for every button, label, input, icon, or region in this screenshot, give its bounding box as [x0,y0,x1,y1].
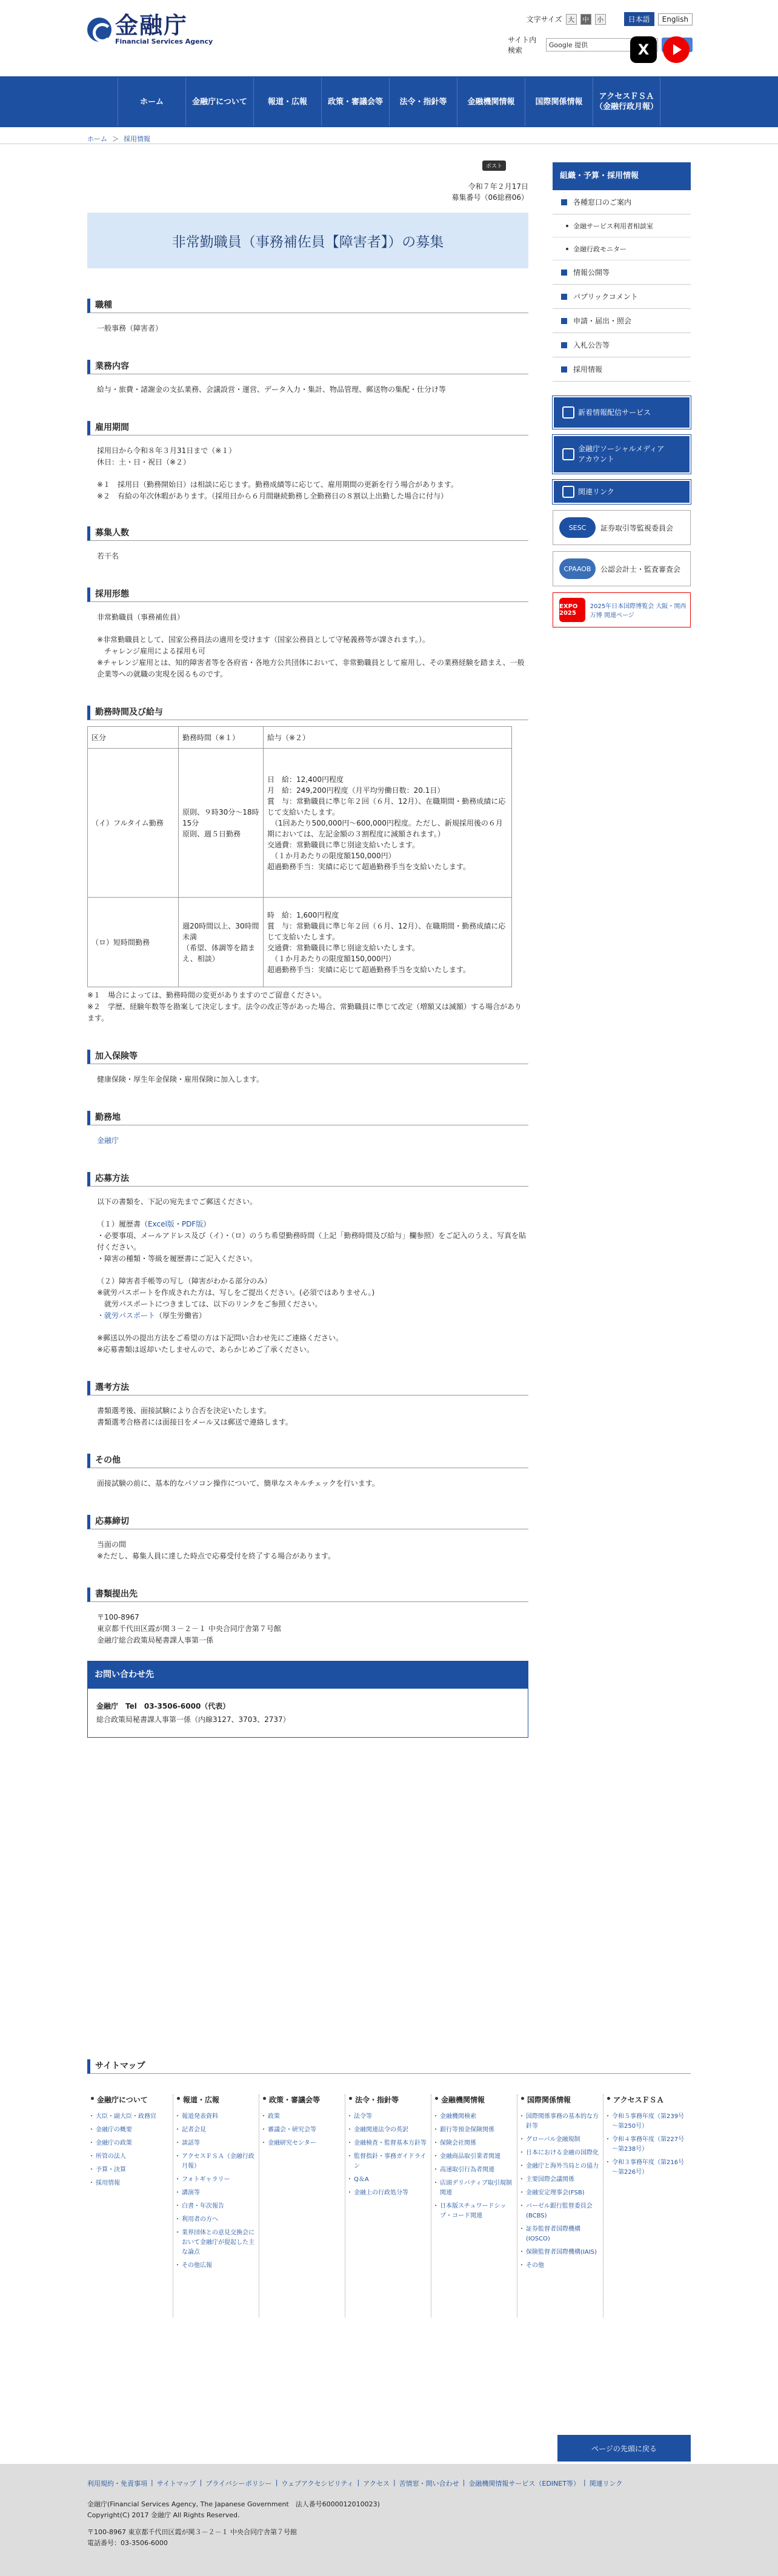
share-buttons [482,161,506,171]
section-hours [87,706,528,1024]
contact-heading: お問い合わせ先 [87,1661,528,1689]
pay-line: 賞 与：常勤職員に準じ年２回（６月、12月）、在職期間・勤務成績に応じて支給いたします。 [267,796,506,816]
global-nav [0,76,778,127]
section-insurance [87,1050,528,1085]
search-label: サイト内検索 [508,36,537,55]
section-heading: 加入保険等 [87,1050,528,1064]
footer-link[interactable]: 苦情窓・問い合わせ [399,2480,459,2488]
sidebar-item-contact[interactable]: 各種窓口のご案内 [553,190,691,214]
pay-cell [264,749,512,898]
section-form [87,588,528,680]
font-size-label: 文字サイズ [526,15,562,24]
sitemap-link[interactable]: ・ 令和３事務年度（第216号～第226号） [607,2158,686,2177]
footer-link[interactable]: 関連リンク [589,2480,623,2488]
section-apply: 応募方法 以下の書類を、下記の宛先までご郵送ください。 （１）履歴書（Excel版・PDF版） ・必要事項、メールアドレス及び（イ）・（ロ）のうち希望勤務時間（上記「勤務時間及び給与」欄参照）をご記入のうえ、写真を貼付ください。 ・障害の種類・等級を履歴書にご記入ください。 （２）障害者手帳等の写し（障害がわかる部分のみ） ※就労パスポートを作成された方は、写しをご提出ください。(必須ではありません。) 就労パスポートにつきましては、以下のリンクをご参照ください。 ・就労パスポート（厚生労働省） ※郵送以外の提出方法をご希望の方は下記問い合わせ先にご連絡ください。 ※応募書類は返却いたしませんので、あらかじめご了承ください。 [87,1172,528,1356]
sesc-logo: SESC [559,517,596,538]
apply-text: ・障害の種類・等級を履歴書にご記入ください。 [97,1254,258,1263]
hours-pay-table [87,726,512,987]
section-heading: 業務内容 [87,360,528,374]
sitemap-link[interactable]: ・ 保険会社関係 [435,2139,513,2148]
nav-access-fsa[interactable]: アクセスＦＳＡ （金融行政月報） [593,78,660,126]
period-note: ※１ 採用日（勤務開始日）は相談に応じます。勤務成績等に応じて、雇用期間の更新を行う場合があります。 [97,480,458,489]
sitemap-link[interactable]: ・ 令和４事務年度（第227号～第238号） [607,2135,686,2154]
main-content [87,161,528,1738]
deadline-text: 当面の間 [97,1540,127,1549]
footer-sep: | [583,2478,586,2486]
sidebar-sub-consult[interactable]: 金融サービス利用者相談室 [553,214,691,237]
apply-text: 就労パスポートにつきましては、以下のリンクをご参照ください。 [97,1300,322,1308]
sidebar-item-apply[interactable]: 申請・届出・照会 [553,309,691,333]
link-source: （厚生労働省） [155,1311,207,1320]
apply-note: ※応募書類は返却いたしませんので、あらかじめご了承ください。 [97,1345,314,1354]
section-heading: 応募方法 [87,1172,528,1187]
select-text: 書類選考後、面接試験により合否を決定いたします。 [97,1406,271,1415]
footer-link[interactable]: プライバシーポリシー [205,2480,272,2488]
sitemap-link[interactable]: ・ 店頭デリバティブ取引規制関連 [435,2179,513,2198]
pay-line: 超過勤務手当：実績に応じて超過勤務手当を支給いたします。 [267,965,471,974]
sitemap-link[interactable]: ・ 国際関係事務の基本的な方針等 [521,2112,599,2131]
sitemap-link[interactable]: ・ 日本版スチュワードシップ・コード関連 [435,2202,513,2221]
section-period [87,421,528,502]
breadcrumb-home[interactable]: ホーム [87,135,107,143]
table-cell: （ロ）短時間勤務 [88,898,179,987]
sitemap-link[interactable]: ・ 記者会見 [177,2125,255,2135]
section-heading: 選考方法 [87,1381,528,1396]
font-small-button[interactable]: 小 [595,14,606,25]
site-footer [0,2464,778,2576]
pay-line: 時 給：1,600円程度 [267,910,339,919]
sitemap-link[interactable]: ・ 金融上の行政処分等 [349,2188,427,2198]
place-link[interactable]: 金融庁 [97,1136,119,1145]
search-placeholder: Google 提供 [548,41,588,49]
sitemap-link[interactable]: ・ 所管の法人 [91,2152,169,2162]
pay-line: （1回あたり500,000円～600,000円程度。ただし、新規採用後の６月期においては、左記金額の３割程度に減額されます。） [267,818,503,838]
table-row [88,898,512,987]
lang-ja-button[interactable]: 日本語 [624,12,654,26]
footer-agency: 金融庁(Financial Services Agency, The Japanese Government 法人番号6000012010023) [87,2500,380,2508]
related-links-button[interactable]: 関連リンク [553,480,691,504]
sitemap-link[interactable]: ・ 証券監督者国際機構(IOSCO) [521,2225,599,2244]
footer-copyright: Copyright(C) 2017 金融庁 All Rights Reserved. [87,2511,240,2519]
sitemap-column [87,2094,173,2317]
table-row [88,749,512,898]
expo-logo: EXPO 2025 [559,598,585,622]
fsa-logo[interactable] [87,13,213,45]
pay-line: 月 給：249,200円程度（月平均労働日数：20.1日） [267,786,445,795]
logo-title: 金融庁 [115,12,188,39]
apply-item-close: ） [203,1220,211,1228]
banner-label: 証券取引等監視委員会 [600,523,674,532]
sitemap-link[interactable]: ・ 談話等 [177,2139,255,2148]
x-post-button[interactable]: ポスト [482,161,506,171]
sitemap-link[interactable]: ・ 日本における金融の国際化 [521,2148,599,2158]
footer-sep: | [275,2478,278,2486]
section-heading: 雇用期間 [87,421,528,435]
nav-institutions[interactable]: 金融機関情報 [457,78,525,126]
section-heading: 募集人数 [87,526,528,541]
sitemap-link[interactable]: ・ 金融関連法令の英訳 [349,2125,427,2135]
form-note: ※非常勤職員として、国家公務員法の適用を受けます（国家公務員として守秘義務等が課されます。）。 [97,635,430,644]
sitemap-link[interactable]: ・ 金融研究センター [263,2139,341,2148]
sidebar-item-bid[interactable]: 入札公告等 [553,333,691,357]
section-work [87,360,528,396]
breadcrumb-current[interactable]: 採用情報 [124,135,150,143]
page-title: 非常勤職員（事務補佐員【障害者】）の募集 [87,213,528,268]
sitemap-column [431,2094,517,2317]
table-header: 区分 [88,727,179,749]
sitemap-link[interactable]: ・ 白書・年次報告 [177,2202,255,2211]
table-cell: 週20時間以上、30時間未満 （希望、体調等を踏まえ、相談） [179,898,264,987]
banner-label: 公認会計士・監査審査会 [600,565,681,574]
section-heading: 勤務地 [87,1111,528,1125]
postal-code: 〒100-8967 [97,1613,139,1621]
sitemap-link[interactable]: ・ グローバル金融規制 [521,2135,599,2145]
sitemap-link[interactable]: ・ 審議会・研究会等 [263,2125,341,2135]
apply-note: ※郵送以外の提出方法をご希望の方は下記問い合わせ先にご連絡ください。 [97,1334,344,1342]
pay-line: 賞 与：常勤職員に準じ年２回（６月、12月）、在職期間・勤務成績に応じて支給いたします。 [267,921,506,941]
pay-line: （１か月あたりの限度額150,000円） [267,851,396,860]
sitemap-link[interactable]: ・ 利用者の方へ [177,2215,255,2225]
sitemap-link[interactable]: ・ フォトギャラリー [177,2175,255,2185]
sitemap-link[interactable]: ・ 講演等 [177,2188,255,2198]
section-text: 一般事務（障害者） [97,324,163,333]
section-heading: 応募締切 [87,1515,528,1529]
footer-link[interactable]: 金融機関情報サービス（EDINET等） [468,2480,580,2488]
sitemap-column [603,2094,690,2317]
nav-home[interactable]: ホーム [118,78,185,126]
section-text: 健康保険・厚生年金保険・雇用保険に加入します。 [97,1075,264,1084]
nav-international[interactable]: 国際関係情報 [525,78,593,126]
sidebar-item-comment[interactable]: パブリックコメント [553,285,691,309]
section-select [87,1381,528,1428]
sitemap-link[interactable]: ・ 金融商品取引業者関連 [435,2152,513,2162]
sitemap-link[interactable]: ・ その他 [521,2261,599,2271]
period-text: 採用日から令和８年３月31日まで（※１） [97,446,236,455]
footer-link[interactable]: アクセス [363,2480,390,2488]
sitemap-column [173,2094,259,2317]
sitemap-column [345,2094,431,2317]
sitemap-column-heading[interactable]: 政策・審議会等 [263,2094,341,2105]
footer-sep: | [151,2478,153,2486]
sidebar-item-recruit[interactable]: 採用情報 [553,357,691,382]
sitemap-column-heading[interactable]: アクセスＦＳＡ [607,2094,686,2105]
font-large-button[interactable]: 大 [566,14,577,25]
sitemap-link[interactable]: ・ バーゼル銀行監督委員会(BCBS) [521,2202,599,2221]
apply-text: ・必要事項、メールアドレス及び（イ）・（ロ）のうち希望勤務時間（上記「勤務時間及び給与」欄参照）をご記入のうえ、写真を貼付ください。 [97,1231,527,1251]
nav-about[interactable]: 金融庁について [185,78,253,126]
cpaaob-logo: CPAAOB [559,558,596,579]
excel-link[interactable]: Excel版 [148,1220,175,1228]
sitemap-link[interactable]: ・ 主要国際会議関係 [521,2175,599,2185]
sidebar-heading: 組織・予算・採用情報 [553,162,691,190]
footer-link[interactable]: ウェブアクセシビリティ [281,2480,354,2488]
section-text: 面接試験の前に、基本的なパソコン操作について、簡単なスキルチェックを行います。 [97,1479,379,1488]
sidebar-item-disclosure[interactable]: 情報公開等 [553,260,691,285]
table-cell: （イ）フルタイム勤務 [88,749,179,898]
banner-label: 2025年日本国際博覧会 大阪・関西万博 関連ページ [590,603,687,619]
sitemap-link[interactable]: ・ 監督指針・事務ガイドライン [349,2152,427,2171]
sidebar-sub-monitor[interactable]: 金融行政モニター [553,237,691,260]
pay-line: 交通費：常勤職員に準じ別途支給いたします。 [267,840,420,849]
lang-en-button[interactable]: English [658,13,693,25]
footer-address: 〒100-8967 東京都千代田区霞が関３－２－１ 中央合同庁舎第７号館 [87,2528,297,2536]
period-note: ※２ 有給の年次休暇があります。（採用日から６月間継続勤務し全勤務日の８割以上出勤した場合に付与） [97,492,448,500]
pay-line: 交通費：常勤職員に準じ別途支給いたします。 [267,943,420,952]
sitemap-link[interactable]: ・ 保険監督者国際機構(IAIS) [521,2248,599,2257]
sitemap-link[interactable]: ・ 令和５事務年度（第239号～第250号） [607,2112,686,2131]
sitemap-link[interactable]: ・ 金融庁の概要 [91,2125,169,2135]
table-header: 給与（※２） [264,727,512,749]
pay-line: 超過勤務手当：実績に応じて超過勤務手当を支給いたします。 [267,862,471,871]
contact-dept: 総合政策局秘書課人事第一係（内線3127、3703、2737） [96,1715,290,1724]
sitemap [87,2059,691,2317]
holiday-text: 休日：土・日・祝日（※２） [97,458,191,466]
sitemap-column-heading[interactable]: 金融機関情報 [435,2094,513,2105]
post-date [87,181,528,203]
pdf-link[interactable]: PDF版 [181,1220,204,1228]
sitemap-link[interactable]: ・ 金融機関検索 [435,2112,513,2122]
footer-sep: | [199,2478,202,2486]
contact-box [87,1661,528,1738]
section-heading: その他 [87,1454,528,1468]
footer-sep: | [393,2478,396,2486]
pay-line: （１か月あたりの限度額150,000円） [267,954,396,963]
apply-text: 以下の書類を、下記の宛先までご郵送ください。 [97,1197,258,1206]
form-note: チャレンジ雇用による採用も可 [97,647,206,655]
page-top-label: ページの先頭に戻る [591,2444,657,2453]
hours-note: ※２ 学歴、経験年数等を勘案して決定します。法令の改正等があった場合、常勤職員に準じて改定（増額又は減額）する場合があります。 [87,1002,522,1022]
footer-sep: | [357,2478,360,2486]
logo-subtitle: Financial Services Agency [115,38,213,45]
sitemap-link[interactable]: ・ 採用情報 [91,2179,169,2188]
form-text: 非常勤職員（事務補佐員） [97,613,185,621]
page-top-button[interactable] [557,2435,691,2462]
sitemap-link[interactable]: ・ 金融安定理事会(FSB) [521,2188,599,2198]
sitemap-link[interactable]: ・ 高速取引行為者関連 [435,2165,513,2175]
recruit-number: 募集番号（06総務06） [451,193,528,202]
form-note: ※チャレンジ雇用とは、知的障害者等を各府省・各地方公共団体において、非常勤職員として雇用し、その業務経験を踏まえ、一般企業等への就職の実現を図るものです。 [97,658,525,678]
table-cell: 原則、９時30分～18時15分 原則、週５日勤務 [179,749,264,898]
sitemap-column [517,2094,603,2317]
footer-link[interactable]: サイトマップ [156,2480,196,2488]
section-text: 若干名 [97,552,119,560]
sitemap-column-heading[interactable]: 報道・広報 [177,2094,255,2105]
youtube-icon[interactable] [663,36,690,63]
sitemap-link[interactable]: ・ 法令等 [349,2112,427,2122]
section-dest [87,1588,528,1646]
section-heading: 勤務時間及び給与 [87,706,528,720]
sitemap-link[interactable]: ・ Q＆A [349,2175,427,2185]
breadcrumb-sep: ＞ [112,135,119,143]
sitemap-link[interactable]: ・ 銀行等預金保険関係 [435,2125,513,2135]
select-text: 書類選考合格者には面接日をメール又は郵送で連絡します。 [97,1418,293,1426]
news-feed-button[interactable]: 新着情報配信サービス [553,396,691,429]
sitemap-column-heading[interactable]: 法令・指針等 [349,2094,427,2105]
footer-sep: | [462,2478,465,2486]
sitemap-column [259,2094,345,2317]
apply-text: ※就労パスポートを作成された方は、写しをご提出ください。(必須ではありません。) [97,1288,375,1297]
sitemap-link[interactable]: ・ 政策 [263,2112,341,2122]
sitemap-link[interactable]: ・ その他広報 [177,2261,255,2271]
apply-item: （２）障害者手帳等の写し（障害がわかる部分のみ） [97,1277,272,1285]
sitemap-heading: サイトマップ [87,2059,691,2074]
sitemap-link[interactable]: ・ 報道発表資料 [177,2112,255,2122]
date-text: 令和７年２月17日 [468,182,528,191]
pay-cell [264,898,512,987]
breadcrumb [0,127,778,144]
sitemap-link[interactable]: ・ 金融検査・監督基本方針等 [349,2139,427,2148]
expo-banner[interactable] [553,592,691,627]
nav-policy[interactable]: 政策・審議会等 [321,78,389,126]
department: 金融庁総合政策局秘書課人事第一係 [97,1636,214,1644]
footer-link[interactable]: 利用規約・免責事項 [87,2480,147,2488]
nav-laws[interactable]: 法令・指針等 [389,78,457,126]
section-heading: 採用形態 [87,588,528,602]
section-deadline [87,1515,528,1562]
cpaaob-banner[interactable] [553,551,691,586]
section-heading: 書類提出先 [87,1588,528,1602]
hours-note: ※１ 場合によっては、勤務時間の変更がありますのでご留意ください。 [87,991,327,999]
sesc-banner[interactable] [553,510,691,545]
pay-line: 日 給：12,400円程度 [267,775,344,784]
sitemap-link[interactable]: ・ 大臣・副大臣・政務官 [91,2112,169,2122]
deadline-note: ※ただし、募集人員に達した時点で応募受付を終了する場合があります。 [97,1552,336,1560]
x-twitter-icon[interactable]: X [630,36,657,63]
section-heading: 職種 [87,299,528,313]
section-place [87,1111,528,1147]
address: 東京都千代田区霞が関３－２－１ 中央合同庁舎第７号館 [97,1624,281,1633]
sitemap-link[interactable]: ・ アクセスＦＳＡ（金融行政月報） [177,2152,255,2171]
sitemap-link[interactable]: ・ 予算・決算 [91,2165,169,2175]
section-other [87,1454,528,1489]
sitemap-link[interactable]: ・ 業界団体との意見交換会において金融庁が提起した主な論点 [177,2228,255,2257]
social-media-button[interactable]: 金融庁ソーシャルメディア アカウント [553,435,691,474]
sitemap-link[interactable]: ・ 金融庁と海外当局との協力 [521,2162,599,2171]
table-header: 勤務時間（※１） [179,727,264,749]
section-text: 給与・旅費・諸謝金の支払業務、会議設営・運営、データ入力・集計、物品管理、郵送物の集配・仕分け等 [97,385,447,394]
section-count [87,526,528,562]
sitemap-link[interactable]: ・ 金融庁の政策 [91,2139,169,2148]
footer-phone: 電話番号：03-3506-6000 [87,2539,168,2547]
contact-phone: 金融庁 Tel 03-3506-6000（代表） [96,1702,230,1710]
sidebar [553,162,691,627]
sitemap-column-heading[interactable]: 国際関係情報 [521,2094,599,2105]
work-passport-link[interactable]: ・就労パスポート [97,1311,156,1320]
fsa-emblem-icon [87,18,111,42]
apply-item: （１）履歴書（ [97,1220,148,1228]
site-header [0,0,778,76]
nav-press[interactable]: 報道・広報 [253,78,321,126]
sitemap-column-heading[interactable]: 金融庁について [91,2094,169,2105]
section-job [87,299,528,334]
font-medium-button[interactable]: 中 [580,14,591,25]
